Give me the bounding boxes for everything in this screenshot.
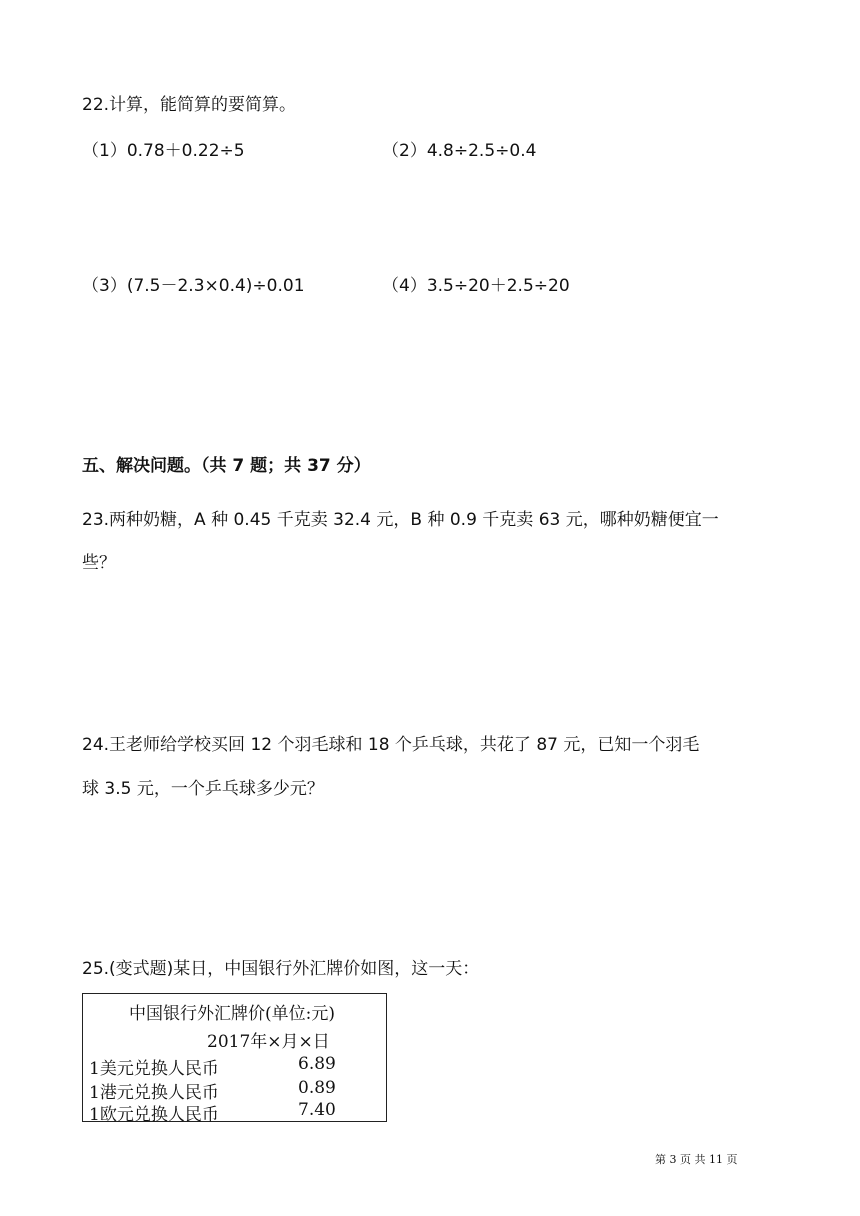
question-22-item-2: （2）4.8÷2.5÷0.4 [382,141,537,161]
exchange-rate-table [82,993,387,1125]
question-24-line-1: 24.王老师给学校买回 12 个羽毛球和 18 个乒乓球，共花了 87 元，已知一个羽毛 [82,735,700,755]
exchange-rate-row-hkd-label: 1港元兑换人民币 [89,1083,219,1103]
exchange-rate-row-eur-value: 7.40 [298,1100,336,1120]
exchange-rate-row-eur-label: 1欧元兑换人民币 [89,1105,219,1125]
question-22-item-1: （1）0.78＋0.22÷5 [82,141,245,161]
question-22-item-3: （3）(7.5－2.3×0.4)÷0.01 [82,276,305,296]
exchange-rate-date: 2017年×月×日 [207,1032,330,1052]
section-5-heading: 五、解决问题。（共 7 题；共 37 分） [82,456,371,476]
page-number-footer: 第 3 页 共 11 页 [655,1153,738,1166]
question-25-text: 25.(变式题)某日，中国银行外汇牌价如图，这一天： [82,959,480,979]
exchange-rate-row-usd-label: 1美元兑换人民币 [89,1059,219,1079]
exchange-rate-row-hkd-value: 0.89 [298,1078,336,1098]
exchange-rate-row-usd-value: 6.89 [298,1054,336,1074]
exchange-rate-title: 中国银行外汇牌价(单位:元) [129,1004,335,1024]
question-23-line-2: 些？ [82,553,116,573]
question-22-item-4: （4）3.5÷20＋2.5÷20 [382,276,570,296]
question-23-line-1: 23.两种奶糖，A 种 0.45 千克卖 32.4 元，B 种 0.9 千克卖 63 元，哪种奶糖便宜一 [82,510,719,530]
question-22-title: 22.计算，能简算的要简算。 [82,95,297,115]
question-24-line-2: 球 3.5 元，一个乒乓球多少元？ [82,779,324,799]
